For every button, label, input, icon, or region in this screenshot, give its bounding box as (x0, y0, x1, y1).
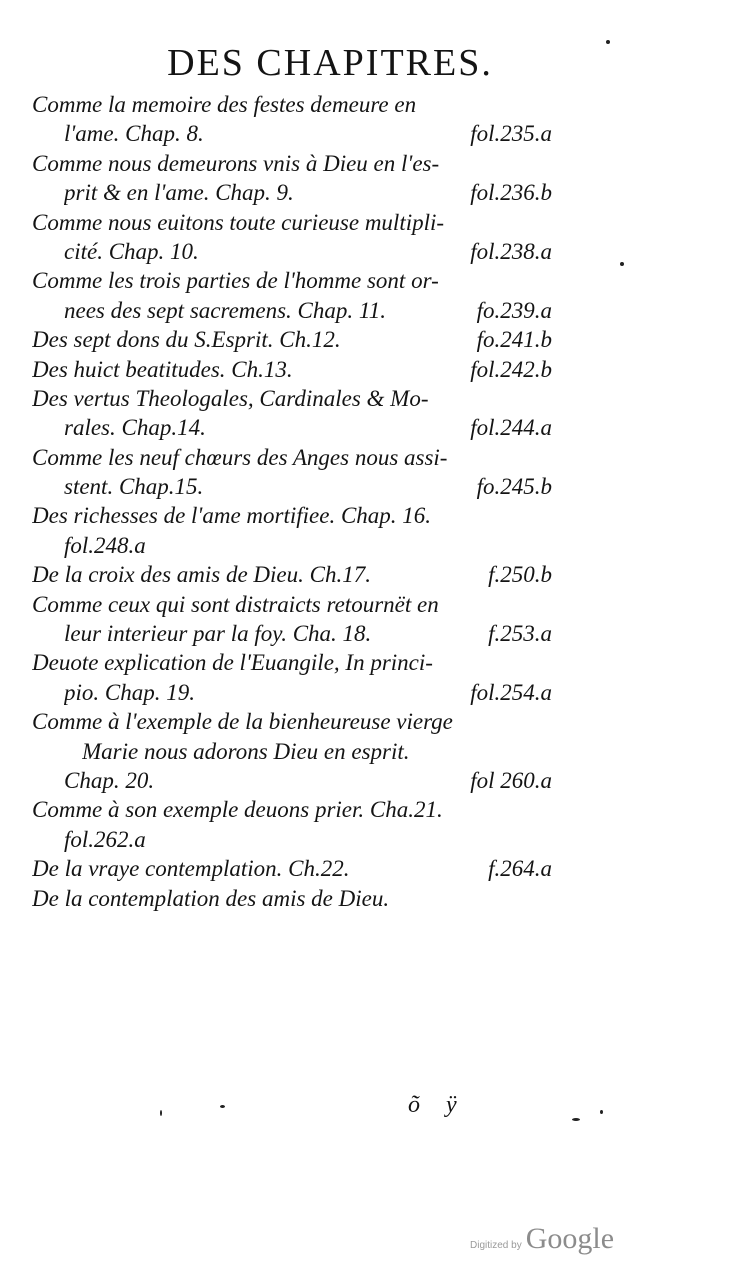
folio-reference: fo.245.b (476, 474, 552, 500)
toc-line (32, 678, 552, 707)
toc-line-text: Comme la memoire des festes demeure en (32, 92, 417, 117)
ink-speck (620, 262, 624, 266)
toc-line-text: Chap. 20. (64, 767, 155, 793)
toc-line-text: Comme nous demeurons vnis à Dieu en l'es- (32, 150, 440, 176)
toc-line (32, 266, 552, 295)
table-of-contents (32, 90, 552, 913)
toc-line-text: Comme à son exemple deuons prier. Cha.21. (32, 797, 443, 823)
folio-reference: fo.239.a (476, 297, 552, 323)
toc-line (32, 854, 552, 883)
toc-line-text: cité. Chap. 10. (64, 238, 199, 264)
toc-line (32, 590, 552, 619)
folio-reference: fol.235.a (470, 121, 552, 147)
toc-line (32, 296, 552, 325)
toc-line (32, 149, 552, 178)
ink-speck (600, 1110, 603, 1114)
folio-reference: f.264.a (488, 856, 552, 882)
toc-line-text: Des vertus Theologales, Cardinales & Mo- (32, 385, 429, 411)
toc-line (32, 501, 552, 530)
toc-line (32, 707, 552, 736)
toc-line (32, 443, 552, 472)
toc-line (32, 737, 552, 766)
toc-line (32, 237, 552, 266)
watermark-prefix: Digitized by (470, 1240, 522, 1251)
page-heading (0, 44, 756, 82)
toc-line (32, 825, 552, 854)
toc-line (32, 795, 552, 824)
signature-mark: õ ÿ (408, 1092, 467, 1118)
toc-line-text: Comme les neuf chœurs des Anges nous assi- (32, 444, 448, 470)
toc-line-text: rales. Chap.14. (64, 415, 206, 441)
toc-line-text: l'ame. Chap. 8. (64, 121, 204, 147)
toc-line-text: leur interieur par la foy. Cha. 18. (64, 621, 372, 647)
toc-line-text: stent. Chap.15. (64, 474, 204, 500)
page-heading-text: DES CHAPITRES. (167, 42, 493, 84)
toc-line-text: fol.262.a (64, 826, 146, 852)
toc-line (32, 472, 552, 501)
toc-line-text: Marie nous adorons Dieu en esprit. (82, 738, 410, 764)
toc-line-text: Comme à l'exemple de la bienheureuse vierge (32, 709, 453, 735)
folio-reference: fol.238.a (470, 238, 552, 264)
toc-line-text: Des richesses de l'ame mortifiee. Chap. 16. (32, 503, 432, 529)
ink-speck (572, 1118, 580, 1121)
toc-line-text: De la vraye contemplation. Ch.22. (32, 856, 350, 882)
ink-speck (606, 40, 610, 44)
toc-line (32, 325, 552, 354)
toc-line-text: Comme nous euitons toute curieuse multipli- (32, 209, 445, 235)
google-logo: Google (525, 1222, 615, 1255)
digitized-watermark (470, 1222, 614, 1256)
folio-reference: fo.241.b (476, 327, 552, 353)
toc-line-text: Des sept dons du S.Esprit. Ch.12. (32, 327, 341, 353)
folio-reference: fol.244.a (470, 415, 552, 441)
toc-line (32, 119, 552, 148)
toc-line (32, 619, 552, 648)
toc-line (32, 884, 552, 913)
toc-line-text: Des huict beatitudes. Ch.13. (32, 356, 293, 382)
ink-speck (160, 1110, 162, 1116)
toc-line (32, 766, 552, 795)
toc-line (32, 531, 552, 560)
toc-line (32, 208, 552, 237)
ink-speck (220, 1105, 225, 1108)
toc-line (32, 384, 552, 413)
toc-line-text: Comme les trois parties de l'homme sont or- (32, 268, 439, 294)
folio-reference: fol 260.a (470, 767, 552, 793)
toc-line-text: pio. Chap. 19. (64, 679, 195, 705)
toc-line (32, 413, 552, 442)
folio-reference: fol.242.b (470, 356, 552, 382)
toc-line-text: nees des sept sacremens. Chap. 11. (64, 297, 386, 323)
toc-line (32, 178, 552, 207)
toc-line (32, 355, 552, 384)
toc-line-text: Comme ceux qui sont distraicts retournët en (32, 591, 439, 617)
toc-line-text: fol.248.a (64, 532, 146, 558)
toc-line (32, 648, 552, 677)
toc-line-text: prit & en l'ame. Chap. 9. (64, 180, 294, 206)
folio-reference: fol.254.a (470, 679, 552, 705)
toc-line-text: De la croix des amis de Dieu. Ch.17. (32, 562, 371, 588)
toc-line-text: Deuote explication de l'Euangile, In princi- (32, 650, 433, 676)
folio-reference: f.250.b (488, 562, 552, 588)
folio-reference: f.253.a (488, 621, 552, 647)
toc-line-text: De la contemplation des amis de Dieu. (32, 885, 390, 911)
folio-reference: fol.236.b (470, 180, 552, 206)
toc-line (32, 90, 552, 119)
toc-line (32, 560, 552, 589)
